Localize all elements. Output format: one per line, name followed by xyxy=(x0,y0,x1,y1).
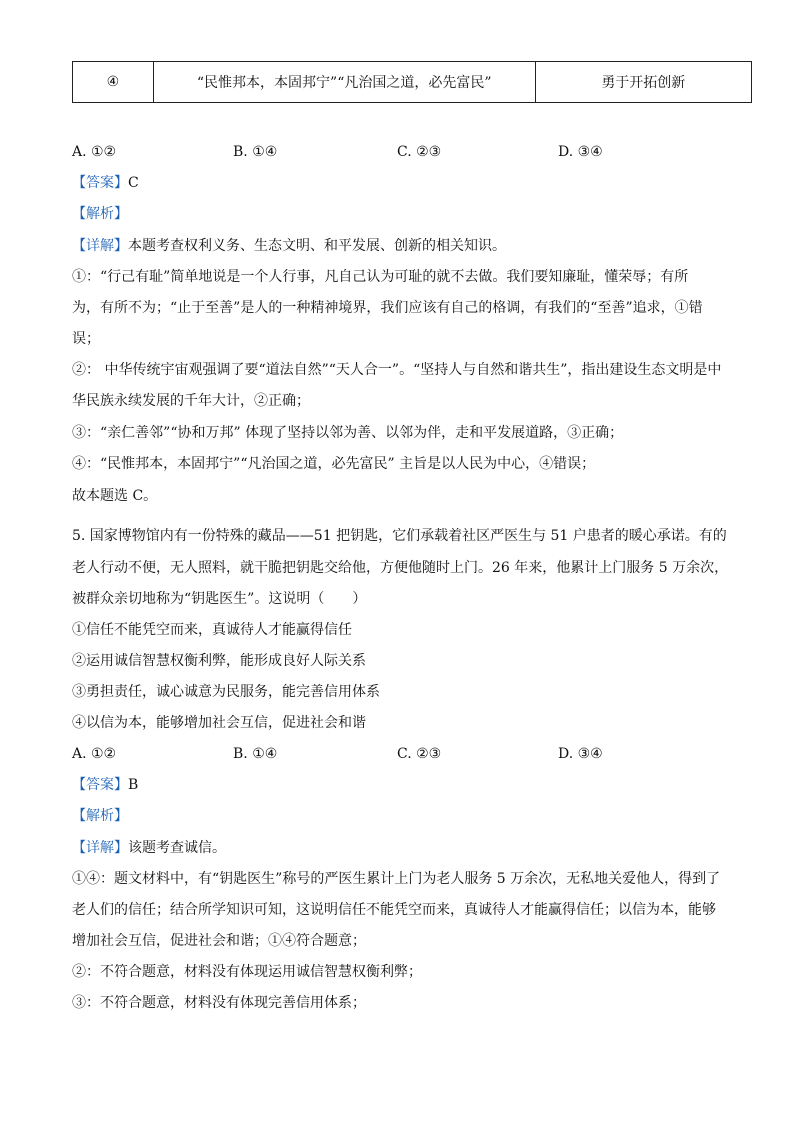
q4-line: ④：“民惟邦本，本固邦宁”“凡治国之道，必先富民” 主旨是以人民为中心，④错误； xyxy=(72,456,596,472)
analysis-tag: 【解析】 xyxy=(72,808,128,824)
table-cell-meaning: 勇于开拓创新 xyxy=(535,62,751,103)
comparison-table xyxy=(72,61,752,103)
q5-statement: ②运用诚信智慧权衡利弊，能形成良好人际关系 xyxy=(72,653,366,669)
q5-options xyxy=(72,744,752,764)
q4-line: ①：“行己有耻”简单地说是一个人行事，凡自己认为可耻的就不去做。我们要知廉耻，懂荣辱；有所 xyxy=(72,269,689,285)
detail-text: 该题考查诚信。 xyxy=(128,840,226,856)
detail-tag: 【详解】 xyxy=(72,840,128,856)
table-cell-quote: “民惟邦本，本固邦宁”“凡治国之道，必先富民” xyxy=(153,62,535,103)
q4-line: ②： 中华传统宇宙观强调了要“道法自然”“天人合一”。“坚持人与自然和谐共生”，指出建设生态文明是中 xyxy=(72,362,722,378)
q5-option-c: C. ②③ xyxy=(397,746,442,762)
answer-tag: 【答案】 xyxy=(72,175,128,191)
table-cell-number: ④ xyxy=(73,62,154,103)
q4-line: 为，有所不为；“止于至善”是人的一种精神境界，我们应该有自己的格调，有我们的“至善”追求，①错 xyxy=(72,300,703,316)
q5-line: 增加社会互信，促进社会和谐；①④符合题意； xyxy=(72,933,366,949)
q4-line: ③：“亲仁善邻”“协和万邦” 体现了坚持以邻为善、以邻为伴，走和平发展道路，③正确； xyxy=(72,425,624,441)
table xyxy=(72,61,752,103)
q4-conclusion: 故本题选 C。 xyxy=(72,488,158,504)
q5-statement: ④以信为本，能够增加社会互信，促进社会和谐 xyxy=(72,715,366,731)
q4-analysis-heading xyxy=(72,204,128,224)
q4-detail-line xyxy=(72,236,506,256)
detail-text: 本题考查权利义务、生态文明、和平发展、创新的相关知识。 xyxy=(128,238,506,254)
q5-line: ①④：题文材料中，有“钥匙医生”称号的严医生累计上门为老人服务 5 万余次，无私地关爱他人，得到了 xyxy=(72,871,721,887)
analysis-tag: 【解析】 xyxy=(72,206,128,222)
table-row xyxy=(73,62,752,103)
q5-line: 老人们的信任；结合所学知识可知，这说明信任不能凭空而来，真诚待人才能赢得信任；以信为本，能够 xyxy=(72,902,716,918)
q5-statement: ①信任不能凭空而来，真诚待人才能赢得信任 xyxy=(72,622,352,638)
q5-detail-line xyxy=(72,838,226,858)
q5-analysis-heading xyxy=(72,806,128,826)
q5-option-a: A. ①② xyxy=(72,746,117,762)
q5-option-b: B. ①④ xyxy=(233,746,278,762)
q4-option-a: A. ①② xyxy=(72,144,117,160)
q5-stem-line: 被群众亲切地称为“钥匙医生”。这说明（ ） xyxy=(72,591,367,607)
q5-line: ③：不符合题意，材料没有体现完善信用体系； xyxy=(72,995,366,1011)
q5-statement: ③勇担责任，诚心诚意为民服务，能完善信用体系 xyxy=(72,684,380,700)
q4-option-b: B. ①④ xyxy=(233,144,278,160)
answer-value: B xyxy=(128,777,139,793)
q4-option-c: C. ②③ xyxy=(397,144,442,160)
q5-stem-line: 5. 国家博物馆内有一份特殊的藏品——51 把钥匙，它们承载着社区严医生与 51 户患者的暖心承诺。有的 xyxy=(72,528,727,544)
q4-options xyxy=(72,142,752,162)
q5-stem-line: 老人行动不便，无人照料，就干脆把钥匙交给他，方便他随时上门。26 年来，他累计上门服务 5 万余次， xyxy=(72,560,729,576)
q5-line: ②：不符合题意，材料没有体现运用诚信智慧权衡利弊； xyxy=(72,964,422,980)
q4-option-d: D. ③④ xyxy=(558,144,603,160)
q5-option-d: D. ③④ xyxy=(558,746,603,762)
q5-answer xyxy=(72,775,138,795)
answer-value: C xyxy=(128,175,139,191)
q4-line: 华民族永续发展的千年大计，②正确； xyxy=(72,393,310,409)
detail-tag: 【详解】 xyxy=(72,238,128,254)
q4-line: 误； xyxy=(72,331,100,347)
q4-answer xyxy=(72,173,139,193)
answer-tag: 【答案】 xyxy=(72,777,128,793)
